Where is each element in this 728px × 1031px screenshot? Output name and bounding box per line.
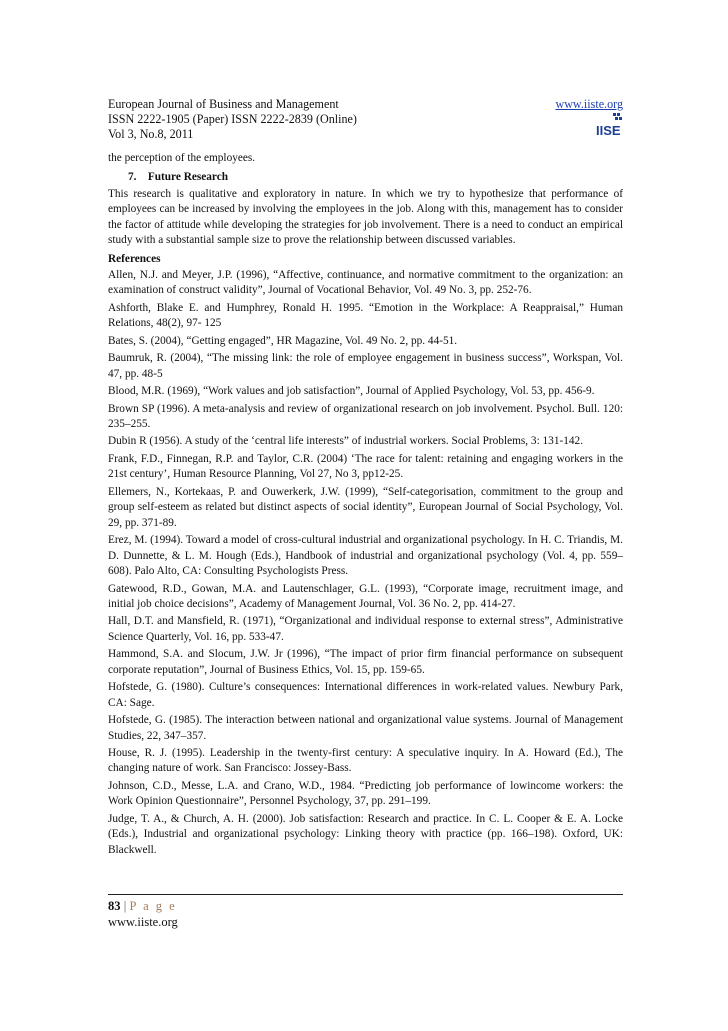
- reference-item: Erez, M. (1994). Toward a model of cross-cultural industrial and organizational psychology. In H. C. Triandis, M. D. Dunnette, & L. M. Hough (Eds.), Handbook of industrial and organizational psychology (Vol. 4, pp. 559–608). Palo Alto, CA: Consulting Psychologists Press.: [108, 534, 623, 577]
- reference-item: Judge, T. A., & Church, A. H. (2000). Job satisfaction: Research and practice. In C. L. Cooper & E. A. Locke (Eds.), Industrial and organizational psychology: Linking theory with practice (pp. 166–198). Oxford, UK: Blackwell.: [108, 812, 623, 856]
- page-header: [108, 97, 623, 143]
- logo-text: IISE: [596, 123, 621, 137]
- references-heading: References: [108, 253, 161, 266]
- footer-page-number: [108, 899, 177, 914]
- header-website-link[interactable]: www.iiste.org: [555, 97, 623, 111]
- reference-item: Hammond, S.A. and Slocum, J.W. Jr (1996), “The impact of prior firm financial performance on subsequent corporate reputation”, Journal of Business Ethics, Vol. 15, pp. 159-65.: [108, 648, 623, 676]
- reference-item: Ellemers, N., Kortekaas, P. and Ouwerkerk, J.W. (1999), “Self-categorisation, commitment to the group and group self-esteem as related but distinct aspects of social identity”, European Journal of Social Psychology, Vol. 29, pp. 371-89.: [108, 485, 623, 529]
- reference-item: House, R. J. (1995). Leadership in the twenty-first century: A speculative inquiry. In A. Howard (Ed.), The changing nature of work. San Francisco: Jossey-Bass.: [108, 747, 623, 775]
- reference-item: Allen, N.J. and Meyer, J.P. (1996), “Affective, continuance, and normative commitment to the organization: an examination of construct validity”, Journal of Vocational Behavior, Vol. 49 No. 3, pp. 252-76.: [108, 268, 623, 297]
- reference-item: Brown SP (1996). A meta-analysis and review of organizational research on job involvement. Psychol. Bull. 120: 235–255.: [108, 402, 623, 430]
- continuation-text: the perception of the employees.: [108, 152, 256, 164]
- footer-divider: [108, 894, 623, 895]
- footer-website: www.iiste.org: [108, 915, 178, 929]
- reference-item: Blood, M.R. (1969), “Work values and job satisfaction”, Journal of Applied Psychology, Vol. 53, pp. 456-9.: [108, 385, 595, 398]
- section-heading: [108, 170, 623, 185]
- page-word: P a g e: [129, 899, 177, 913]
- reference-item: Dubin R (1956). A study of the ‘central life interests” of industrial workers. Social Problems, 3: 131-142.: [108, 435, 584, 448]
- reference-item: Hofstede, G. (1985). The interaction between national and organizational value systems. Journal of Management Studies, 22, 347–357.: [108, 714, 623, 742]
- reference-item: Gatewood, R.D., Gowan, M.A. and Lautenschlager, G.L. (1993), “Corporate image, recruitment image, and initial job choice decisions”, Academy of Management Journal, Vol. 36 No. 2, pp. 414-27.: [108, 582, 623, 610]
- section-number: 7.: [128, 171, 137, 184]
- main-content: [108, 151, 623, 860]
- journal-title: European Journal of Business and Management: [108, 97, 339, 111]
- references-list: [108, 268, 623, 858]
- reference-item: Hofstede, G. (1980). Culture’s consequences: International differences in work-related values. Newbury Park, CA: Sage.: [108, 681, 623, 709]
- reference-item: Bates, S. (2004), “Getting engaged”, HR Magazine, Vol. 49 No. 2, pp. 44-51.: [108, 334, 458, 347]
- reference-item: Baumruk, R. (2004), “The missing link: the role of employee engagement in business success”, Workspan, Vol. 47, pp. 48-5: [108, 352, 623, 380]
- section-paragraph: This research is qualitative and exploratory in nature. In which we try to hypothesize that performance of employees can be increased by involving the employees in the job. Along with this, management has to consider the factor of attitude while developing the strategies for job involvement. There is a need to conduct an empirical study with a substantial sample size to prove the relationship between discussed variables.: [108, 187, 623, 247]
- page-number: 83: [108, 899, 121, 913]
- reference-item: Frank, F.D., Finnegan, R.P. and Taylor, C.R. (2004) ‘The race for talent: retaining and engaging workers in the 21st century’, Human Resource Planning, Vol 27, No 3, pp12-25.: [108, 452, 623, 481]
- reference-item: Ashforth, Blake E. and Humphrey, Ronald H. 1995. “Emotion in the Workplace: A Reappraisal,” Human Relations, 48(2), 97- 125: [108, 301, 623, 330]
- page-separator: |: [123, 899, 127, 913]
- section-title: Future Research: [147, 171, 229, 184]
- issn-line: ISSN 2222-1905 (Paper) ISSN 2222-2839 (Online): [108, 112, 357, 127]
- iiste-logo-icon: [595, 113, 623, 137]
- volume-line: Vol 3, No.8, 2011: [108, 127, 194, 142]
- reference-item: Hall, D.T. and Mansfield, R. (1971), “Organizational and individual response to external stress”, Administrative Science Quarterly, Vol. 16, pp. 533-47.: [108, 615, 623, 643]
- reference-item: Johnson, C.D., Messe, L.A. and Crano, W.D., 1984. “Predicting job performance of lowincome workers: the Work Opinion Questionnaire”, Personnel Psychology, 37, pp. 291–199.: [108, 779, 623, 808]
